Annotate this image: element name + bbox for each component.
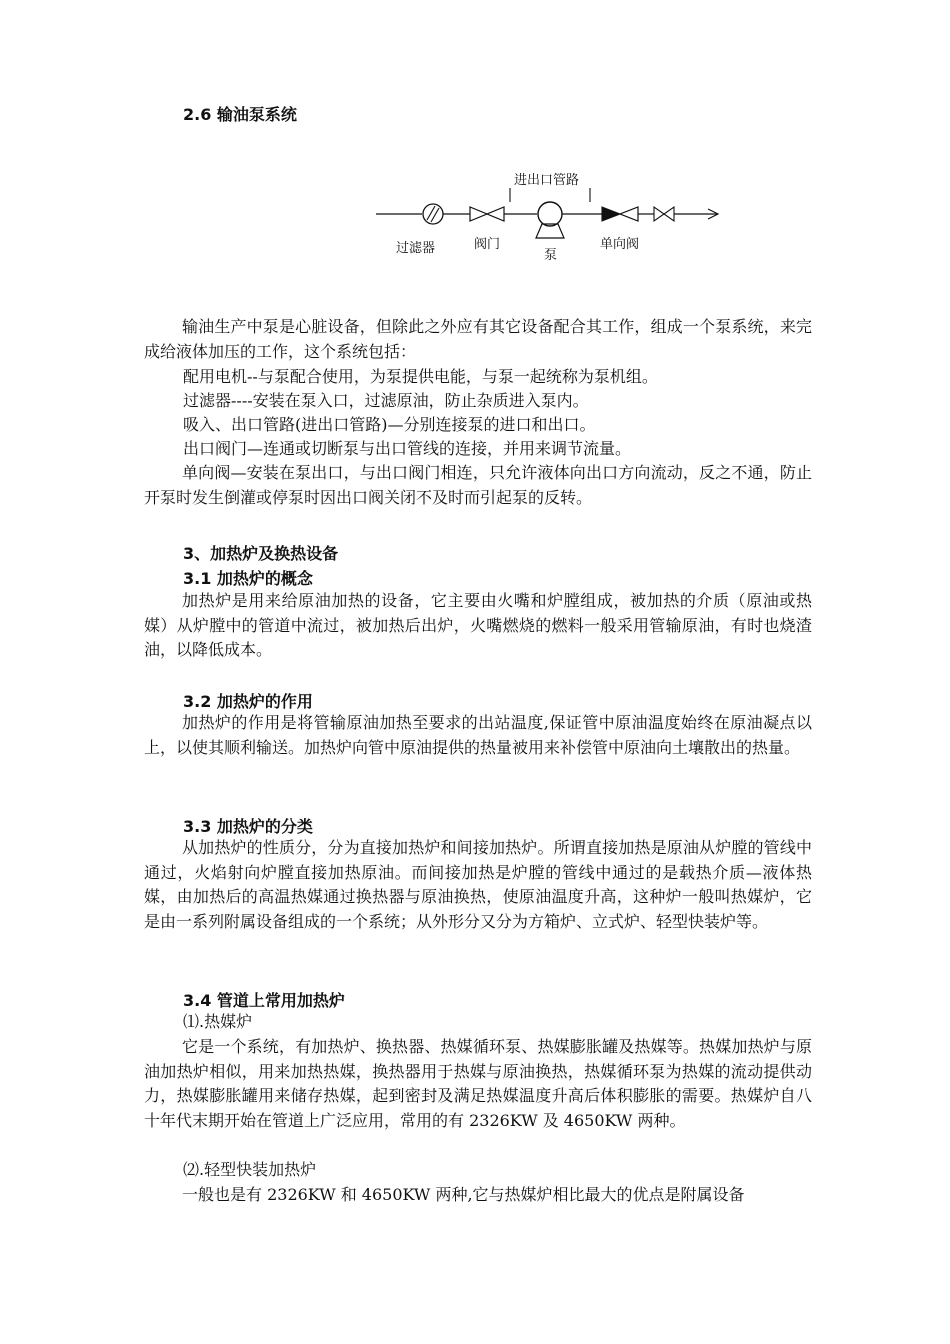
subsection-2-title: ⑵.轻型快装加热炉 xyxy=(183,1160,317,1179)
section-3-4-heading: 3.4 管道上常用加热炉 xyxy=(183,991,345,1010)
section-3-1-heading: 3.1 加热炉的概念 xyxy=(183,569,313,588)
list-item: 吸入、出口管路(进出口管路)—分别连接泵的进口和出口。 xyxy=(183,415,596,434)
section-3-2-heading: 3.2 加热炉的作用 xyxy=(183,692,313,711)
filter-label: 过滤器 xyxy=(396,241,436,256)
subsection-2-paragraph: 一般也是有 2326KW 和 4650KW 两种,它与热媒炉相比最大的优点是附属设备 xyxy=(182,1185,745,1204)
list-item: 出口阀门—连通或切断泵与出口管线的连接，并用来调节流量。 xyxy=(183,439,632,458)
valve-label: 阀门 xyxy=(474,237,501,252)
filter-icon xyxy=(423,204,443,224)
pump-system-diagram xyxy=(372,160,732,270)
section-3-1-paragraph: 加热炉是用来给原油加热的设备，它主要由火嘴和炉膛组成，被加热的介质（原油或热媒）从炉膛中的管道中流过，被加热后出炉，火嘴燃烧的燃料一般采用管输原油，有时也烧渣油，以降低成本。 xyxy=(144,591,812,659)
section-2-6-heading: 2.6 输油泵系统 xyxy=(183,105,297,124)
list-item: 配用电机--与泵配合使用，为泵提供电能，与泵一起统称为泵机组。 xyxy=(183,367,658,386)
check-valve-label: 单向阀 xyxy=(600,237,640,252)
pipe-label: 进出口管路 xyxy=(514,173,580,188)
section-3-3-paragraph: 从加热炉的性质分，分为直接加热炉和间接加热炉。所谓直接加热是原油从炉膛的管线中通过，火焰射向炉膛直接加热原油。而间接加热是炉膛的管线中通过的是载热介质—液体热媒，由加热后的高温热媒通过换热器与原油换热，使原油温度升高，这种炉一般叫热媒炉，它是由一系列附属设备组成的一个系统；从外形分又分为方箱炉、立式炉、轻型快装炉等。 xyxy=(144,838,812,931)
check-valve-paragraph: 单向阀—安装在泵出口，与出口阀门相连，只允许液体向出口方向流动，反之不通，防止开泵时发生倒灌或停泵时因出口阀关闭不及时而引起泵的反转。 xyxy=(144,463,812,507)
subsection-1-paragraph: 它是一个系统，有加热炉、换热器、热媒循环泵、热媒膨胀罐及热媒等。热媒加热炉与原油加热炉相似，用来加热热媒，换热器用于热媒与原油换热，热媒循环泵为热媒的流动提供动力，热媒膨胀罐用来储存热媒，起到密封及满足热媒温度升高后体积膨胀的需要。热媒炉自八十年代末期开始在管道上广泛应用，常用的有 2326KW 及 4650KW 两种。 xyxy=(144,1037,812,1130)
subsection-1-title: ⑴.热媒炉 xyxy=(183,1012,253,1031)
pump-label: 泵 xyxy=(544,248,558,263)
pump-icon xyxy=(536,202,564,238)
gate-valve-icon xyxy=(470,207,504,221)
section-3-2-paragraph: 加热炉的作用是将管输原油加热至要求的出站温度,保证管中原油温度始终在原油凝点以上，以使其顺利输送。加热炉向管中原油提供的热量被用来补偿管中原油向土壤散出的热量。 xyxy=(144,713,812,757)
section-3-3-heading: 3.3 加热炉的分类 xyxy=(183,817,313,836)
outlet-valve-icon xyxy=(654,207,674,221)
pump-system-intro: 输油生产中泵是心脏设备，但除此之外应有其它设备配合其工作，组成一个泵系统，来完成给液体加压的工作，这个系统包括： xyxy=(144,317,812,361)
list-item: 过滤器----安装在泵入口，过滤原油，防止杂质进入泵内。 xyxy=(183,391,589,410)
section-3-heading: 3、加热炉及换热设备 xyxy=(183,544,339,563)
check-valve-icon xyxy=(602,207,638,221)
